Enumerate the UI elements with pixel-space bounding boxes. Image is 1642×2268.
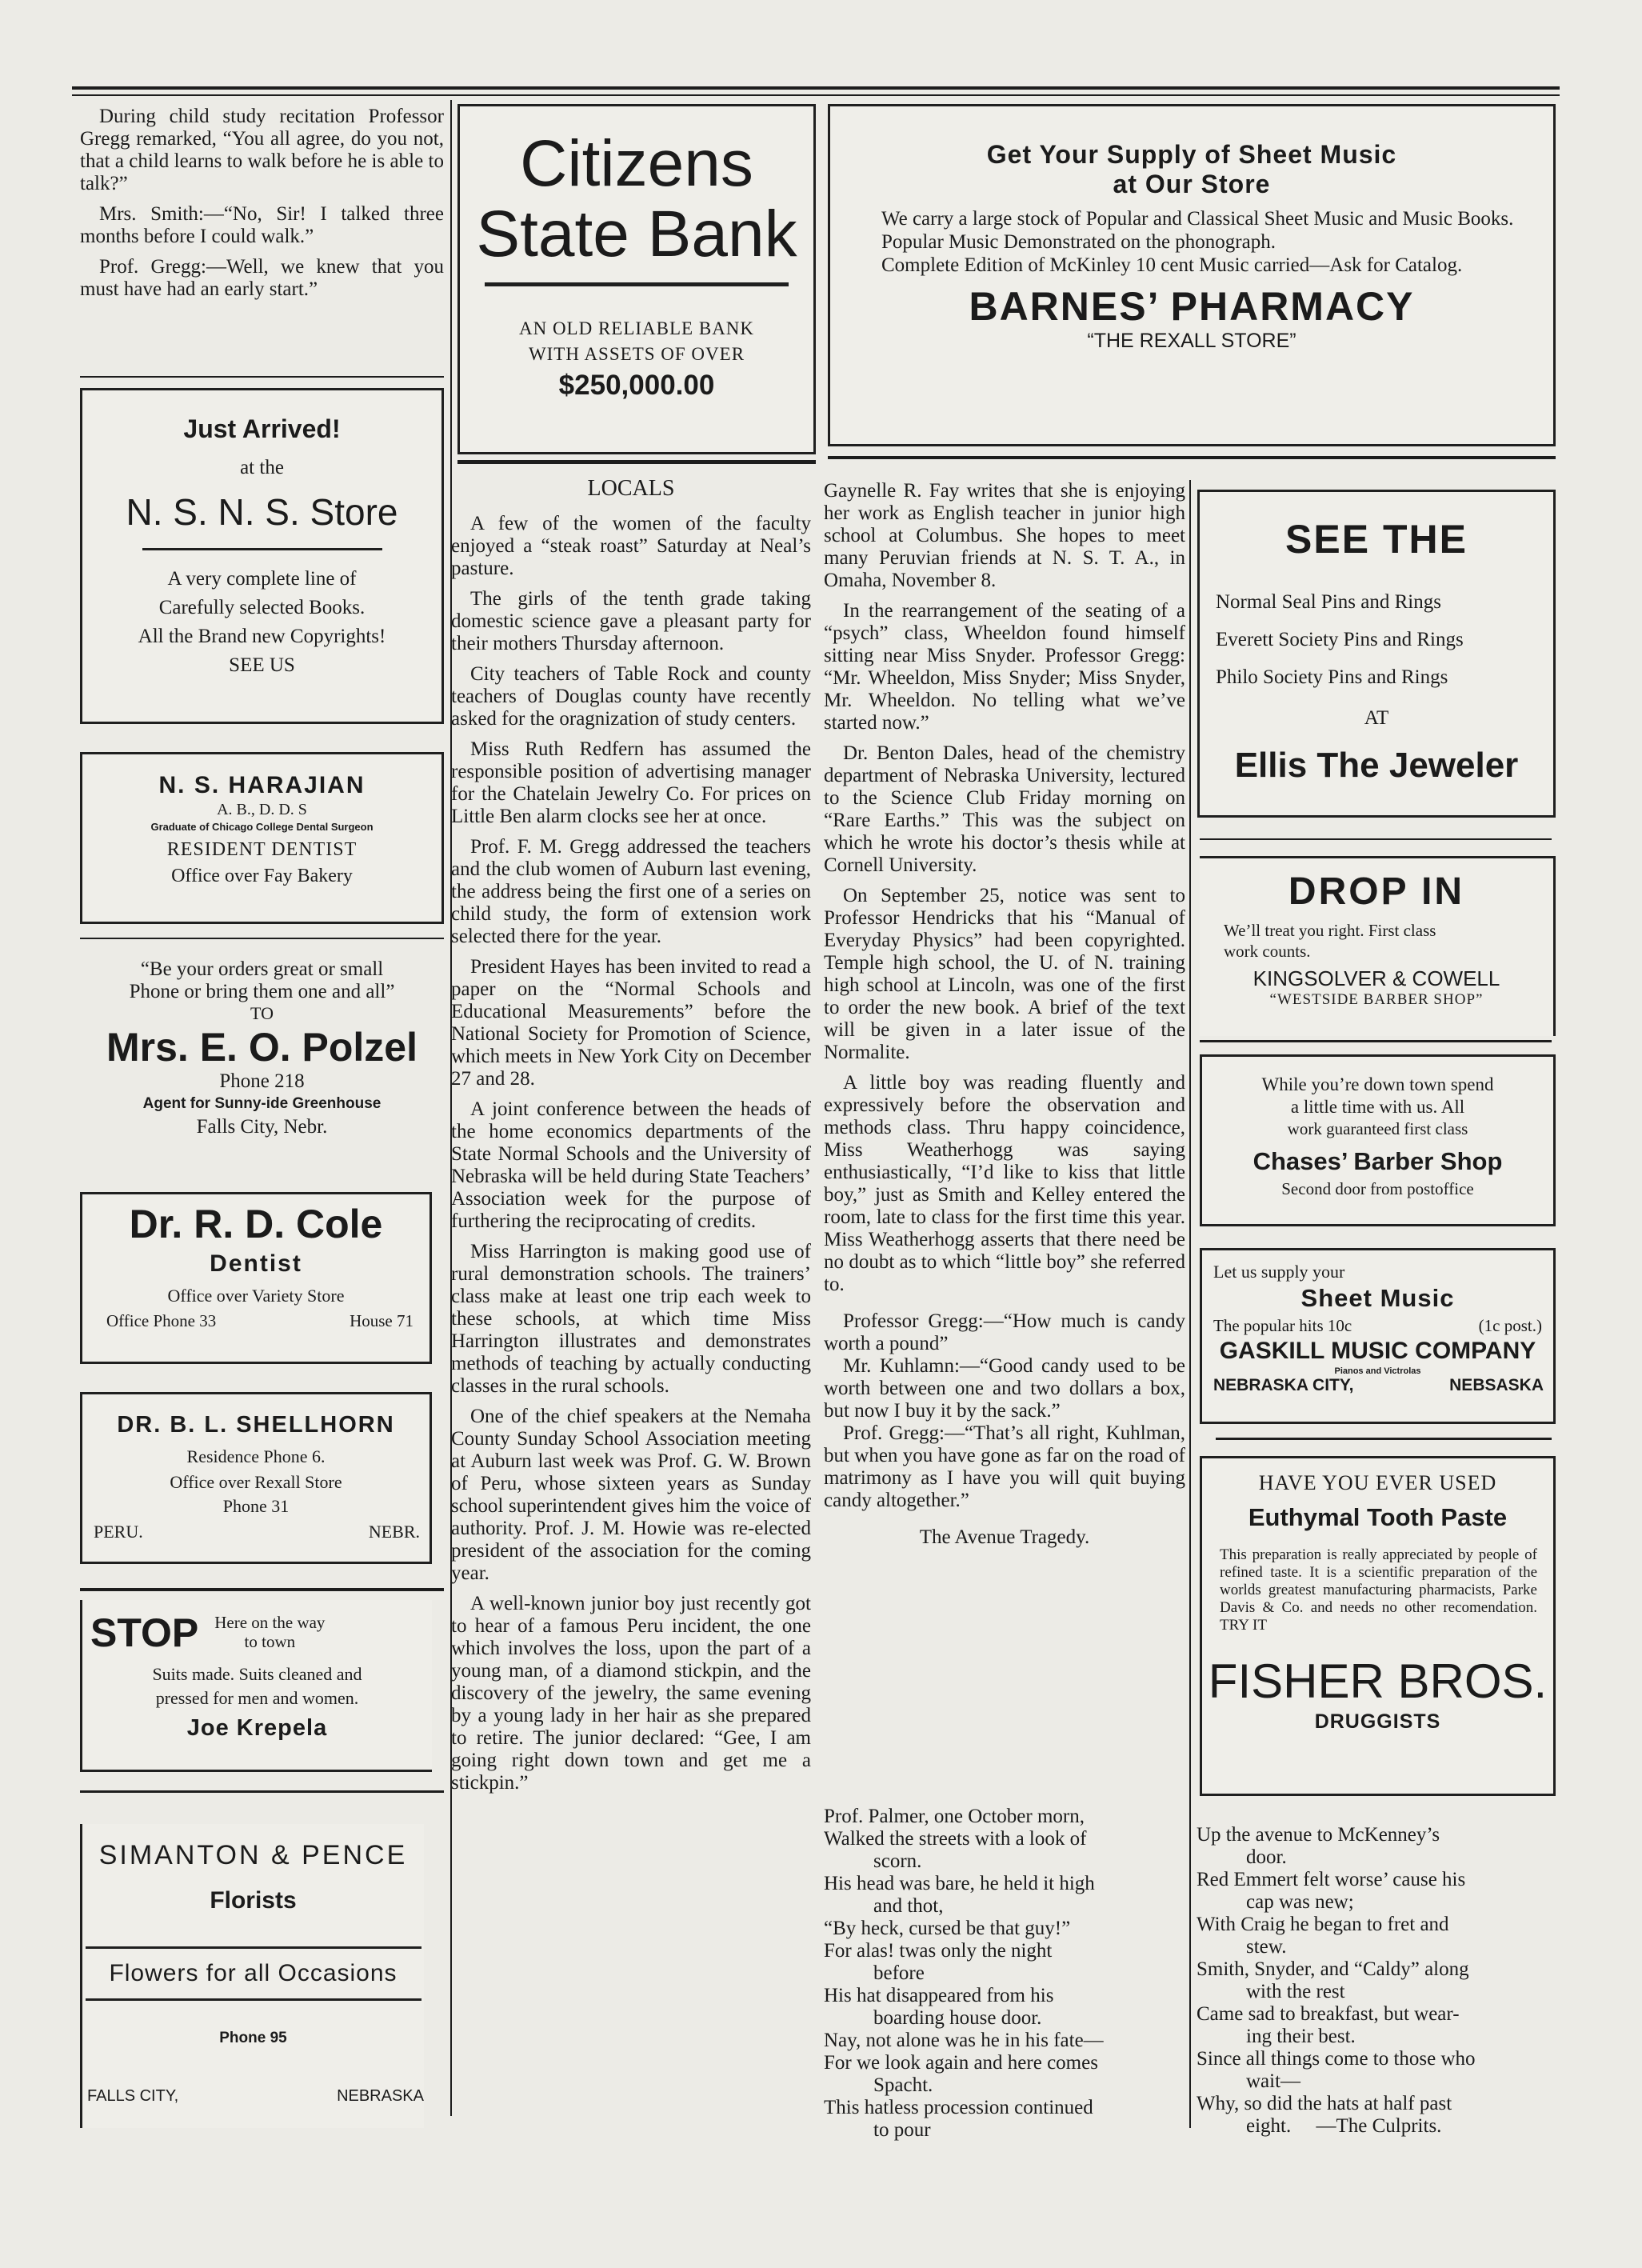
news-paragraph: Prof. Gregg:—“That’s all right, Kuhlman, but when you have gone as far on the road of matrimony as I have you will quit buying candy altogether.”: [824, 1422, 1185, 1511]
chase-barber-ad: [1200, 1054, 1556, 1226]
ad-divider: [1200, 1040, 1552, 1042]
section-rule: [828, 456, 1556, 459]
poem-line: [1197, 1824, 1556, 1869]
dropin-sub: “WESTSIDE BARBER SHOP”: [1269, 991, 1484, 1008]
stop-ad: [80, 1600, 432, 1772]
cole-ad: [80, 1192, 432, 1364]
locals-paragraph: One of the chief speakers at the Nemaha County Sunday School Association meeting at Auburn last week was Prof. G. W. Brown of Peru, whose sixteen years as Sunday school superintendent gives him the voice of authority. Prof. J. M. Howie was re-elected president of the association for the coming year.: [451, 1406, 811, 1584]
shellhorn-res: Residence Phone 6.: [186, 1446, 326, 1466]
chase-name: Chases’ Barber Shop: [1252, 1147, 1503, 1175]
poem-line: [1197, 2048, 1556, 2093]
nsns-at: at the: [240, 457, 284, 478]
poem-text: Why, so did the hats at half past: [1197, 2093, 1452, 2114]
news-paragraph: Gaynelle R. Fay writes that she is enjoying her work as English teacher in junior high school at Columbus. She hopes to meet many Peruvian friends at N. S. T. A., in Omaha, November 8.: [824, 480, 1185, 591]
locals-title: LOCALS: [587, 476, 675, 501]
news-paragraph: Mr. Kuhlamn:—“Good candy used to be worth between one and two dollars a box, but now I buy it by the sack.”: [824, 1355, 1185, 1422]
poem-text: Prof. Palmer, one October morn,: [824, 1806, 1085, 1827]
nsns-store-name: N. S. N. S. Store: [126, 491, 398, 533]
nsns-store-ad: [80, 388, 444, 724]
cole-title: Dentist: [210, 1250, 302, 1277]
poem-line: [1197, 1914, 1556, 1958]
gaskill-headline: Sheet Music: [1300, 1284, 1455, 1312]
poem-text: stew.: [1246, 1936, 1287, 1958]
news-paragraph: Dr. Benton Dales, head of the chemistry department of Nebraska University, lectured to the Science Club Friday morning on “Rare Earths.” This was the subject on which he wrote his doctor’s thesis while at Cornell University.: [824, 742, 1185, 876]
top-rule-thin: [72, 94, 1560, 96]
chase-line: While you’re down town spend: [1261, 1074, 1494, 1094]
locals-column: [451, 476, 811, 1802]
poem-text: Since all things come to those who: [1197, 2048, 1476, 2070]
barnes-pharmacy-name: BARNES’ PHARMACY: [969, 284, 1415, 329]
stop-name: Joe Krepela: [186, 1715, 328, 1741]
poem-text: Walked the streets with a look of: [824, 1828, 1087, 1850]
gaskill-post: (1c post.): [1478, 1316, 1542, 1335]
poem-line: [1197, 1958, 1556, 2003]
locals-paragraph: President Hayes has been invited to read a paper on the “Normal Schools and Educational Measurements” before the National Society for Promotion of Science, which meets in New York City on December 27 and 28.: [451, 956, 811, 1090]
poem-text: Spacht.: [873, 2074, 933, 2096]
cole-phones: [82, 1306, 429, 1331]
chase-line: a little time with us. All: [1290, 1097, 1465, 1117]
poem-text: For alas! twas only the night: [824, 1940, 1053, 1962]
sheet-music-headline: at Our Store: [1113, 170, 1271, 198]
poem-text: Red Emmert felt worse’ cause his: [1197, 1869, 1466, 1890]
nsns-line: A very complete line of: [167, 568, 357, 590]
florist-tag: Flowers for all Occasions: [109, 1960, 398, 1986]
poem-line: [824, 1985, 1192, 2030]
poem-text: wait—: [1246, 2070, 1301, 2092]
florist-kind: Florists: [210, 1887, 297, 1914]
harajian-grad: Graduate of Chicago College Dental Surgeon: [150, 821, 374, 833]
barnes-pharmacy-sub: “THE REXALL STORE”: [1087, 330, 1296, 352]
harajian-degree: A. B., D. D. S: [217, 801, 307, 818]
florist-ad: [80, 1824, 424, 2128]
poem-text: This hatless procession continued: [824, 2097, 1093, 2118]
poem-title: The Avenue Tragedy.: [919, 1526, 1090, 1548]
top-rule: [72, 86, 1560, 90]
locals-paragraph: A joint conference between the heads of the home economics departments of the State Normal Schools and the University of Nebraska will be held during State Teachers’ Association week for the purpose of furthering the reciprocating of credits.: [451, 1098, 811, 1232]
cole-name: Dr. R. D. Cole: [129, 1202, 383, 1246]
gaskill-city-row: [1202, 1376, 1553, 1395]
sheet-music-line: We carry a large stock of Popular and Classical Sheet Music and Music Books.: [881, 208, 1514, 230]
bank-slogan: WITH ASSETS OF OVER: [528, 344, 745, 364]
florist-name: SIMANTON & PENCE: [98, 1840, 408, 1870]
polzel-quote: Phone or bring them one and all”: [129, 981, 395, 1002]
child-study-joke: [80, 106, 444, 301]
cole-house-phone: House 71: [350, 1311, 413, 1330]
florist-phone: Phone 95: [219, 2030, 287, 2046]
polzel-name: Mrs. E. O. Polzel: [106, 1025, 417, 1070]
poem-text: With Craig he began to fret and: [1197, 1914, 1449, 1935]
nsns-line: All the Brand new Copyrights!: [138, 626, 386, 647]
locals-paragraph: The girls of the tenth grade taking domestic science gave a pleasant party for their mothers Thursday afternoon.: [451, 588, 811, 654]
dropin-line: We’ll treat you right. First class: [1224, 921, 1436, 940]
fisher-bros-ad: [1200, 1456, 1556, 1796]
nsns-line: Carefully selected Books.: [158, 597, 366, 618]
shellhorn-ad: [80, 1392, 432, 1564]
news-paragraph: Professor Gregg:—“How much is candy worth a pound”: [824, 1310, 1185, 1354]
poem-line: [1197, 1869, 1556, 1914]
poem-line: [1197, 2093, 1556, 2138]
ad-divider: [80, 376, 444, 378]
poem-line: [824, 2052, 1192, 2097]
ellis-line: Normal Seal Pins and Rings: [1216, 591, 1441, 613]
florist-state: NEBRASKA: [337, 2087, 424, 2105]
cole-office-phone: Office Phone 33: [106, 1311, 217, 1330]
bank-slogan: AN OLD RELIABLE BANK: [518, 318, 755, 338]
drop-in-ad: [1200, 856, 1556, 1036]
ad-divider: [1200, 838, 1552, 840]
ad-divider: [1216, 1438, 1552, 1440]
poem-text: eight. —The Culprits.: [1246, 2115, 1442, 2137]
locals-paragraph: Miss Harrington is making good use of rural demonstration schools. The trainers’ class make at least one trip each week to these schools, at which time Miss Harrington illustrates and demonstrates methods of teaching by actually conducting classes in the rural schools.: [451, 1241, 811, 1397]
poem-text: boarding house door.: [873, 2007, 1042, 2029]
ad-divider: [80, 938, 444, 939]
polzel-quote: “Be your orders great or small: [140, 958, 384, 980]
harajian-office: Office over Fay Bakery: [171, 866, 353, 886]
polzel-agent: Agent for Sunny-ide Greenhouse: [142, 1095, 382, 1112]
poem-line: [824, 1806, 1192, 1828]
ellis-at: AT: [1364, 707, 1389, 729]
stop-word: STOP: [90, 1610, 199, 1655]
gaskill-name: GASKILL MUSIC COMPANY: [1219, 1338, 1536, 1364]
poem-text: scorn.: [873, 1850, 922, 1872]
shellhorn-name: DR. B. L. SHELLHORN: [117, 1412, 395, 1438]
poem-text: before: [873, 1962, 925, 1984]
dropin-headline: DROP IN: [1288, 870, 1465, 913]
ellis-name: Ellis The Jeweler: [1234, 746, 1519, 785]
florist-rule: [86, 1946, 421, 1949]
joke-paragraph: Mrs. Smith:—“No, Sir! I talked three months before I could walk.”: [80, 203, 444, 247]
locals-paragraph: City teachers of Table Rock and county teachers of Douglas county have recently asked for the oragnization of study centers.: [451, 663, 811, 730]
column-1: [80, 106, 444, 309]
gaskill-small: Pianos and Victrolas: [1334, 1366, 1421, 1376]
polzel-city: Falls City, Nebr.: [196, 1116, 328, 1138]
poem-text: Smith, Snyder, and “Caldy” along: [1197, 1958, 1469, 1980]
sheet-music-ad: [828, 104, 1556, 446]
poem-text: and thot,: [873, 1895, 944, 1917]
column-3: [824, 480, 1185, 1558]
gaskill-state: NEBSASKA: [1449, 1376, 1544, 1394]
stop-line: pressed for men and women.: [155, 1688, 359, 1708]
florist-rule: [86, 1998, 421, 2001]
fisher-body: This preparation is really appreciated by people of refined taste. It is a scientific preparation of the worlds greatest manufacturing pharmacists, Parke Davis & Co. and needs no other recomendation. TRY IT: [1220, 1546, 1537, 1634]
harajian-name: N. S. HARAJIAN: [158, 772, 366, 798]
cole-office: Office over Variety Store: [167, 1286, 345, 1306]
stop-tag-line: to town: [244, 1632, 296, 1651]
harajian-title: RESIDENT DENTIST: [166, 839, 358, 860]
gaskill-city: NEBRASKA CITY,: [1213, 1376, 1354, 1394]
poem-text: Nay, not alone was he in his fate—: [824, 2030, 1104, 2051]
poem-line: [824, 1940, 1192, 1985]
poem-text: Came sad to breakfast, but wear-: [1197, 2003, 1460, 2025]
gaskill-music-ad: [1200, 1248, 1556, 1424]
harajian-ad: [80, 752, 444, 924]
shellhorn-office: Office over Rexall Store: [170, 1472, 342, 1492]
sheet-music-line: Complete Edition of McKinley 10 cent Music carried—Ask for Catalog.: [881, 254, 1463, 276]
poem-right: [1197, 1824, 1556, 2138]
ad-divider: [80, 1790, 444, 1793]
stop-header: [82, 1600, 432, 1653]
stop-line: Suits made. Suits cleaned and: [152, 1664, 362, 1684]
ellis-line: Everett Society Pins and Rings: [1216, 629, 1464, 650]
bank-amount: $250,000.00: [558, 370, 715, 401]
section-rule: [457, 460, 816, 464]
bank-name-line2: State Bank: [476, 198, 797, 270]
stop-tag-line: Here on the way: [214, 1613, 326, 1632]
news-paragraph: A little boy was reading fluently and expressively before the observation and methods class. Thru happy coincidence, Miss Weatherhogg was saying enthusiastically, “I’d like to kiss that little boy,” just as Smith and Kelley entered the room, late to class for the first time this year. Miss Weatherhogg asserts that there need be no doubt as to which “little boy” she referred to.: [824, 1072, 1185, 1295]
chase-sub: Second door from postoffice: [1281, 1179, 1474, 1198]
poem-line: [824, 2030, 1192, 2052]
poem-line: [824, 1918, 1192, 1940]
fisher-product: Euthymal Tooth Paste: [1248, 1503, 1508, 1531]
poem-line: [824, 1873, 1192, 1918]
poem-left: [824, 1806, 1192, 2142]
poem-line: [824, 1828, 1192, 1873]
polzel-to: TO: [250, 1003, 274, 1023]
poem-line: [1197, 2003, 1556, 2048]
locals-paragraph: A well-known junior boy just recently got to hear of a famous Peru incident, the one which involves the loss, upon the part of a young man, of a diamond stickpin, and the discovery of the jewelry, the same evening by a young lady in her hair as she prepared to retire. The junior declared: “Gee, I am going right down town and get me a stickpin.”: [451, 1593, 811, 1794]
chase-line: work guaranteed first class: [1287, 1119, 1468, 1138]
fisher-headline: HAVE YOU EVER USED: [1258, 1471, 1497, 1494]
polzel-ad: [80, 958, 444, 1139]
locals-paragraph: Miss Ruth Redfern has assumed the responsible position of advertising manager for the Chatelain Jewelry Co. For prices on Little Ben alarm clocks see her at once.: [451, 738, 811, 827]
sheet-music-line: Popular Music Demonstrated on the phonograph.: [881, 231, 1276, 253]
polzel-phone: Phone 218: [219, 1070, 305, 1092]
news-paragraph: On September 25, notice was sent to Professor Hendricks that his “Manual of Everyday Physics” had been copyrighted. Temple high school, the U. of N. training high school at Lincoln, was one of the first to order the new book. A brief of the text will be given in a later issue of the Normalite.: [824, 885, 1185, 1063]
ellis-line: Philo Society Pins and Rings: [1216, 666, 1448, 688]
poem-text: ing their best.: [1246, 2026, 1356, 2047]
fisher-sub: DRUGGISTS: [1314, 1710, 1441, 1733]
sheet-music-body: [830, 199, 1553, 277]
nsns-rule: [142, 548, 382, 550]
poem-text: “By heck, cursed be that guy!”: [824, 1918, 1071, 1939]
fisher-name: FISHER BROS.: [1208, 1654, 1548, 1708]
florist-city-row: [82, 2047, 424, 2106]
poem-text: His hat disappeared from his: [824, 1985, 1054, 2006]
ad-divider: [80, 1588, 444, 1591]
sheet-music-headline: Get Your Supply of Sheet Music: [986, 140, 1397, 169]
shellhorn-city: PERU.: [94, 1522, 143, 1542]
news-paragraph: In the rearrangement of the seating of a “psych” class, Wheeldon found himself sitting near Miss Snyder. Professor Gregg: “Mr. Wheeldon, Miss Snyder; Miss Snyder, Mr. Wheeldon. No telling what we’ve started now.”: [824, 600, 1185, 734]
shellhorn-city-row: [82, 1517, 429, 1542]
gaskill-hits-text: The popular hits 10c: [1213, 1316, 1352, 1335]
poem-line: [824, 2097, 1192, 2142]
poem-text: cap was new;: [1246, 1891, 1354, 1913]
poem-text: Up the avenue to McKenney’s: [1197, 1824, 1440, 1846]
dropin-line: work counts.: [1224, 942, 1311, 961]
joke-paragraph: Prof. Gregg:—Well, we knew that you must have had an early start.”: [80, 256, 444, 300]
ellis-list: [1200, 562, 1553, 696]
locals-paragraph: A few of the women of the faculty enjoyed a “steak roast” Saturday at Neal’s pasture.: [451, 513, 811, 579]
gaskill-line: Let us supply your: [1213, 1262, 1345, 1282]
poem-text: with the rest: [1246, 1981, 1345, 2002]
dropin-name: KINGSOLVER & COWELL: [1252, 966, 1500, 990]
nsns-headline: Just Arrived!: [183, 414, 341, 443]
locals-paragraph: Prof. F. M. Gregg addressed the teachers and the club women of Auburn last evening, the address being the first one of a series on child study, the form of extension work selected there for the year.: [451, 836, 811, 947]
poem-text: His head was bare, he held it high: [824, 1873, 1095, 1894]
ellis-jeweler-ad: [1197, 490, 1556, 818]
dropin-body: [1200, 914, 1553, 962]
shellhorn-phone: Phone 31: [222, 1496, 290, 1516]
bank-rule: [485, 282, 789, 286]
bank-name-line1: Citizens: [520, 127, 753, 200]
florist-city: FALLS CITY,: [87, 2087, 179, 2105]
nsns-line: SEE US: [229, 654, 295, 676]
poem-text: door.: [1246, 1846, 1287, 1868]
poem-text: For we look again and here comes: [824, 2052, 1098, 2074]
ellis-headline: SEE THE: [1285, 517, 1468, 562]
stop-tagline: [214, 1613, 325, 1651]
poem-text: to pour: [873, 2119, 931, 2141]
shellhorn-state: NEBR.: [368, 1522, 420, 1542]
citizens-bank-ad: [457, 104, 816, 454]
joke-paragraph: During child study recitation Professor Gregg remarked, “You all agree, do you not, that a child learns to walk before he is able to talk?”: [80, 106, 444, 194]
gaskill-hits: [1202, 1313, 1553, 1336]
